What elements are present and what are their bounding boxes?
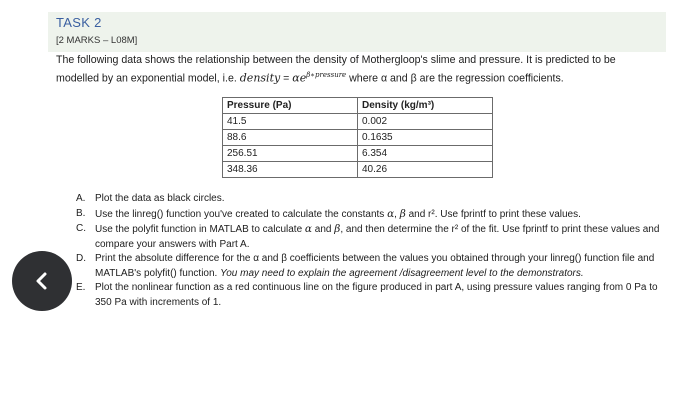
- question-c: [76, 222, 668, 252]
- column-header: Pressure (Pa): [223, 98, 358, 114]
- table-cell: 348.36: [223, 162, 358, 178]
- task-title: TASK 2: [56, 15, 102, 30]
- task-description: [56, 53, 668, 87]
- question-d: [76, 252, 668, 281]
- table-row: [223, 114, 493, 130]
- table-row: [223, 130, 493, 146]
- question-letter: C.: [76, 223, 86, 234]
- column-header: Density (kg/m³): [358, 98, 493, 114]
- task-header: [48, 12, 666, 52]
- question-text: Use the linreg() function you've created to calculate the constants α, β and r². Use fprintf to print these values.: [95, 207, 581, 220]
- question-letter: A.: [76, 193, 86, 204]
- question-letter: B.: [76, 207, 86, 219]
- table-row: [223, 146, 493, 162]
- question-a: [76, 192, 668, 207]
- question-b: [76, 207, 668, 223]
- table-row: [223, 162, 493, 178]
- chevron-left-icon: [31, 270, 53, 292]
- table-cell: 256.51: [223, 146, 358, 162]
- intro-line-2-suffix: where α and β are the regression coefficients.: [346, 72, 564, 85]
- table-cell: 0.1635: [358, 130, 493, 146]
- table-cell: 88.6: [223, 130, 358, 146]
- table-header-row: [223, 98, 493, 114]
- question-e: [76, 281, 668, 310]
- question-text: Print the absolute difference for the α and β coefficients between the values you obtained through your linreg() function file and MATLAB's polyfit() function. You may need to explain the agreement /disagreement level to the demonstrators.: [95, 253, 655, 279]
- question-letter: E.: [76, 282, 86, 293]
- question-text: Use the polyfit function in MATLAB to calculate α and β, and then determine the r² of the fit. Use fprintf to print these values and compare your answers with Part A.: [95, 223, 660, 250]
- intro-line-1: The following data shows the relationship between the density of Mothergloop's slime and pressure. It is predicted to be: [56, 54, 616, 66]
- back-button[interactable]: [12, 251, 72, 311]
- formula-base: αe: [292, 71, 307, 85]
- table-cell: 41.5: [223, 114, 358, 130]
- question-list: [76, 192, 668, 310]
- intro-line-2-prefix: modelled by an exponential model, i.e.: [56, 72, 237, 85]
- formula-lhs: density: [239, 71, 281, 85]
- data-table: [222, 97, 493, 178]
- question-text: Plot the data as black circles.: [95, 193, 225, 204]
- formula-exponent: β∗pressure: [306, 71, 347, 79]
- table-cell: 0.002: [358, 114, 493, 130]
- question-letter: D.: [76, 253, 86, 264]
- table-cell: 40.26: [358, 162, 493, 178]
- table-cell: 6.354: [358, 146, 493, 162]
- task-marks: [2 MARKS – L08M]: [56, 35, 138, 46]
- formula-equals: =: [280, 72, 293, 85]
- question-text: Plot the nonlinear function as a red continuous line on the figure produced in part A, using pressure values ranging from 0 Pa to 350 Pa with increments of 1.: [95, 282, 658, 308]
